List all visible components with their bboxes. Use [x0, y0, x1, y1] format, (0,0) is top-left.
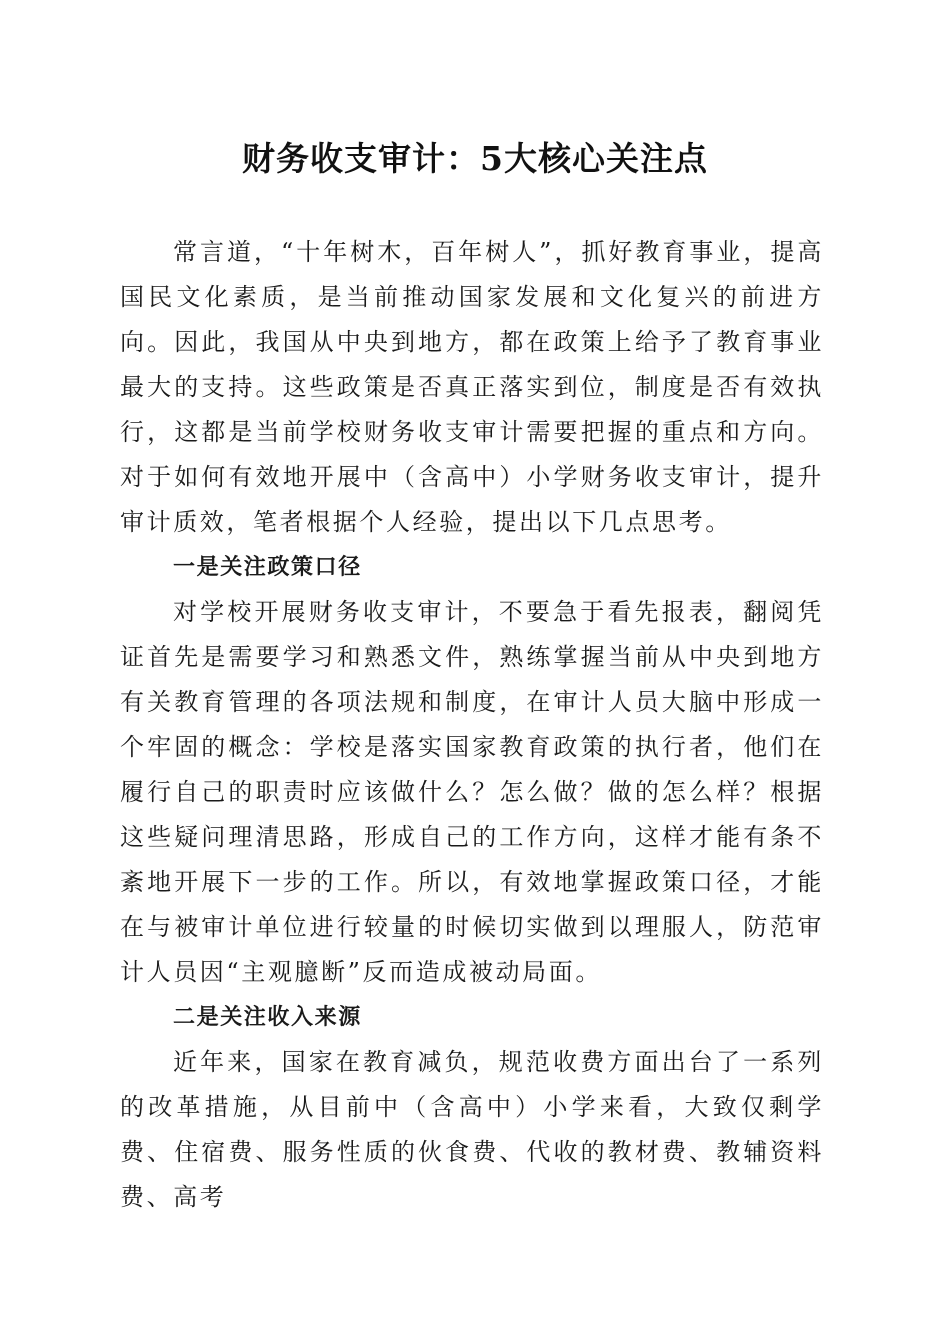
policy-paragraph: 对学校开展财务收支审计，不要急于看先报表，翻阅凭证首先是需要学习和熟悉文件，熟练掌握当前从中央到地方有关教育管理的各项法规和制度，在审计人员大脑中形成一个牢固的概念：学校是落实国家教育政策的执行者，他们在履行自己的职责时应该做什么？怎么做？做的怎么样？根据这些疑问理清思路，形成自己的工作方向，这样才能有条不紊地开展下一步的工作。所以，有效地掌握政策口径，才能在与被审计单位进行较量的时候切实做到以理服人，防范审计人员因“主观臆断”反而造成被动局面。 — [120, 598, 824, 986]
section-heading-policy: 一是关注政策口径 — [173, 554, 362, 580]
document-body — [120, 230, 824, 1220]
income-paragraph: 近年来，国家在教育减负，规范收费方面出台了一系列的改革措施，从目前中（含高中）小学来看，大致仅剩学费、住宿费、服务性质的伙食费、代收的教材费、教辅资料费、高考 — [120, 1048, 824, 1211]
intro-paragraph: 常言道，“十年树木，百年树人”，抓好教育事业，提高国民文化素质，是当前推动国家发展和文化复兴的前进方向。因此，我国从中央到地方，都在政策上给予了教育事业最大的支持。这些政策是否真正落实到位，制度是否有效执行，这都是当前学校财务收支审计需要把握的重点和方向。对于如何有效地开展中（含高中）小学财务收支审计，提升审计质效，笔者根据个人经验，提出以下几点思考。 — [120, 238, 824, 536]
document-title: 财务收支审计：5大核心关注点 — [242, 139, 708, 178]
section-heading-income: 二是关注收入来源 — [173, 1004, 362, 1030]
